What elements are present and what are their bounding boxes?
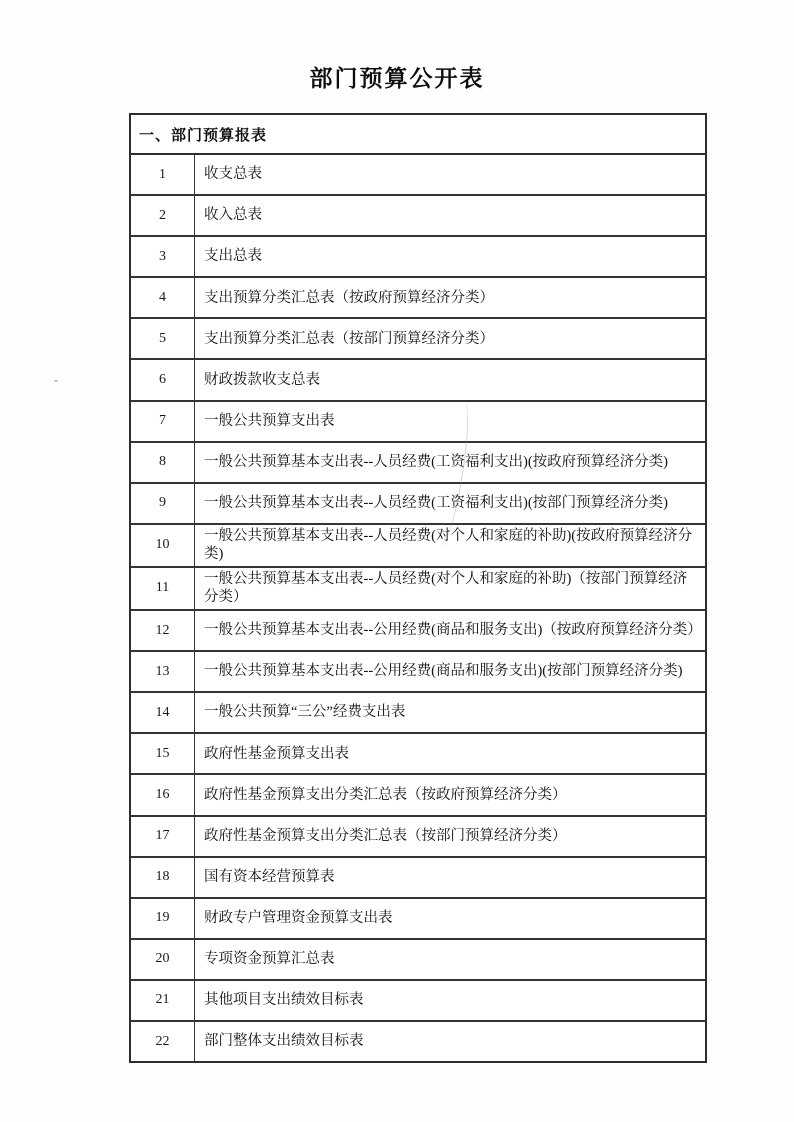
row-table-name: 收支总表 (204, 166, 262, 183)
row-number: 22 (131, 1022, 195, 1061)
row-table-name: 支出预算分类汇总表（按部门预算经济分类） (204, 330, 494, 347)
table-row (131, 611, 705, 652)
row-number: 16 (131, 775, 195, 814)
row-table-name: 一般公共预算基本支出表--人员经费(工资福利支出)(按部门预算经济分类) (204, 495, 668, 512)
row-number: 12 (131, 611, 195, 650)
row-number: 5 (131, 319, 195, 358)
table-section-header: 一、部门预算报表 (131, 115, 705, 155)
table-row (131, 319, 705, 360)
row-number: 13 (131, 652, 195, 691)
row-table-name: 一般公共预算基本支出表--公用经费(商品和服务支出)（按政府预算经济分类） (204, 622, 702, 639)
row-number: 21 (131, 981, 195, 1020)
row-table-name: 支出总表 (204, 248, 262, 265)
scan-speck-artifact (54, 380, 58, 382)
row-number: 11 (131, 568, 195, 609)
table-row (131, 443, 705, 484)
row-number: 19 (131, 899, 195, 938)
row-table-name: 政府性基金预算支出分类汇总表（按政府预算经济分类） (204, 786, 567, 803)
row-number: 15 (131, 734, 195, 773)
row-table-name: 国有资本经营预算表 (204, 868, 335, 885)
table-row (131, 734, 705, 775)
table-row (131, 237, 705, 278)
row-table-name: 收入总表 (204, 207, 262, 224)
row-table-name: 财政拨款收支总表 (204, 371, 320, 388)
table-row (131, 568, 705, 611)
row-number: 6 (131, 360, 195, 399)
table-row (131, 817, 705, 858)
table-row (131, 196, 705, 237)
row-number: 7 (131, 402, 195, 441)
table-row (131, 1022, 705, 1061)
row-table-name: 政府性基金预算支出表 (204, 745, 349, 762)
table-row (131, 775, 705, 816)
row-number: 18 (131, 858, 195, 897)
row-table-name: 支出预算分类汇总表（按政府预算经济分类） (204, 289, 494, 306)
table-row (131, 525, 705, 568)
row-number: 9 (131, 484, 195, 523)
row-number: 14 (131, 693, 195, 732)
table-row (131, 693, 705, 734)
row-table-name: 一般公共预算“三公”经费支出表 (204, 704, 406, 721)
table-row (131, 940, 705, 981)
row-number: 4 (131, 278, 195, 317)
table-row (131, 652, 705, 693)
row-table-name: 一般公共预算基本支出表--人员经费(工资福利支出)(按政府预算经济分类) (204, 453, 668, 470)
table-row (131, 981, 705, 1022)
table-row (131, 155, 705, 196)
row-number: 20 (131, 940, 195, 979)
table-body (131, 155, 705, 1061)
row-table-name: 部门整体支出绩效目标表 (204, 1033, 364, 1050)
row-number: 17 (131, 817, 195, 856)
row-number: 2 (131, 196, 195, 235)
table-row (131, 899, 705, 940)
row-number: 1 (131, 155, 195, 194)
row-number: 10 (131, 525, 195, 566)
row-table-name: 政府性基金预算支出分类汇总表（按部门预算经济分类） (204, 827, 567, 844)
row-table-name: 一般公共预算支出表 (204, 412, 335, 429)
row-table-name: 一般公共预算基本支出表--人员经费(对个人和家庭的补助)(按政府预算经济分类) (204, 527, 693, 563)
row-table-name: 一般公共预算基本支出表--公用经费(商品和服务支出)(按部门预算经济分类) (204, 663, 683, 680)
row-table-name: 专项资金预算汇总表 (204, 951, 335, 968)
row-table-name: 财政专户管理资金预算支出表 (204, 909, 393, 926)
table-row (131, 360, 705, 401)
budget-tables-list (129, 113, 707, 1063)
table-row (131, 402, 705, 443)
table-row (131, 484, 705, 525)
row-table-name: 一般公共预算基本支出表--人员经费(对个人和家庭的补助)（按部门预算经济分类） (204, 570, 688, 606)
row-number: 3 (131, 237, 195, 276)
row-number: 8 (131, 443, 195, 482)
page-title: 部门预算公开表 (309, 66, 485, 91)
table-row (131, 278, 705, 319)
row-table-name: 其他项目支出绩效目标表 (204, 992, 364, 1009)
table-row (131, 858, 705, 899)
